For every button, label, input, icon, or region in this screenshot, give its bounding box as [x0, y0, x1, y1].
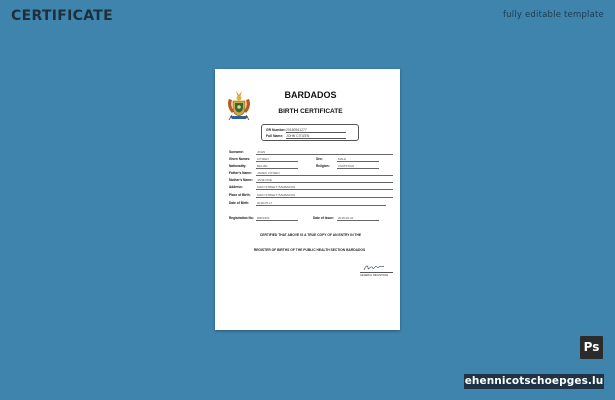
watermark-badge: ehennicotschoepges.lu	[464, 375, 604, 387]
photoshop-icon: Ps	[580, 336, 603, 359]
field-underline	[256, 205, 386, 206]
field-underline	[256, 189, 393, 190]
field-value: JOHN	[257, 149, 266, 154]
field-label: Sex:	[316, 157, 323, 161]
page-subtitle: fully editable template	[502, 10, 604, 20]
field-label: Given Names:	[229, 157, 251, 161]
field-value: CHRISTIAN	[338, 163, 355, 168]
field-value: CITIZEN	[257, 156, 269, 161]
signatory-label: GENERAL REGISTRAR	[360, 273, 389, 277]
field-label: Registration No:	[229, 216, 254, 220]
field-label: Nationality:	[229, 164, 247, 168]
field-value: JAMES CITIZEN	[257, 170, 280, 175]
field-label: Date of Birth:	[229, 201, 250, 205]
field-underline	[337, 168, 379, 169]
field-underline	[256, 197, 393, 198]
certification-statement: CERTIFIED THAT ABOVE IS A TRUE COPY OF AN ENTRY IN THE	[259, 233, 362, 237]
fullname-value: JOHN CITIZEN	[286, 134, 346, 139]
field-label: Father's Name:	[229, 171, 252, 175]
field-underline	[256, 175, 393, 176]
id-row	[266, 128, 346, 133]
field-value: BR51561	[257, 215, 270, 220]
field-underline	[337, 161, 379, 162]
field-value: MAIN STREET, BARBADOS	[257, 184, 296, 189]
page-title: CERTIFICATE	[11, 8, 113, 24]
registry-statement: REGISTER OF BIRTHS OF THE PUBLIC HEALTH SECTION BARDADOS	[253, 248, 366, 252]
field-value: JANE DOE	[257, 177, 273, 182]
fullname-label: Full Name:	[266, 133, 284, 138]
field-label: Place of Birth:	[229, 193, 251, 197]
field-underline	[337, 220, 379, 221]
field-value: MALE	[338, 156, 347, 161]
field-label: Mother's Name:	[229, 178, 253, 182]
field-label: Surname:	[229, 150, 244, 154]
fullname-row	[266, 134, 346, 139]
field-label: Date of Issue:	[313, 216, 334, 220]
certificate-document	[215, 69, 400, 330]
field-underline	[256, 220, 298, 221]
field-underline	[256, 154, 393, 155]
field-underline	[256, 168, 298, 169]
field-value: MAIN STREET, BARBADOS	[257, 192, 296, 197]
field-underline	[256, 182, 393, 183]
field-label: Address:	[229, 185, 243, 189]
document-country: BARDADOS	[284, 90, 337, 100]
document-title: BIRTH CERTIFICATE	[278, 108, 343, 115]
field-underline	[256, 161, 298, 162]
field-value: 2018-06-01	[338, 215, 354, 220]
field-value: 2018-05-17	[257, 200, 273, 205]
id-value: 20180961277	[286, 128, 346, 133]
id-label: GR Number:	[266, 128, 286, 132]
id-box	[261, 124, 359, 141]
field-label: Religion:	[316, 164, 330, 168]
field-value: BELIZE	[257, 163, 268, 168]
signature-icon	[363, 264, 385, 272]
